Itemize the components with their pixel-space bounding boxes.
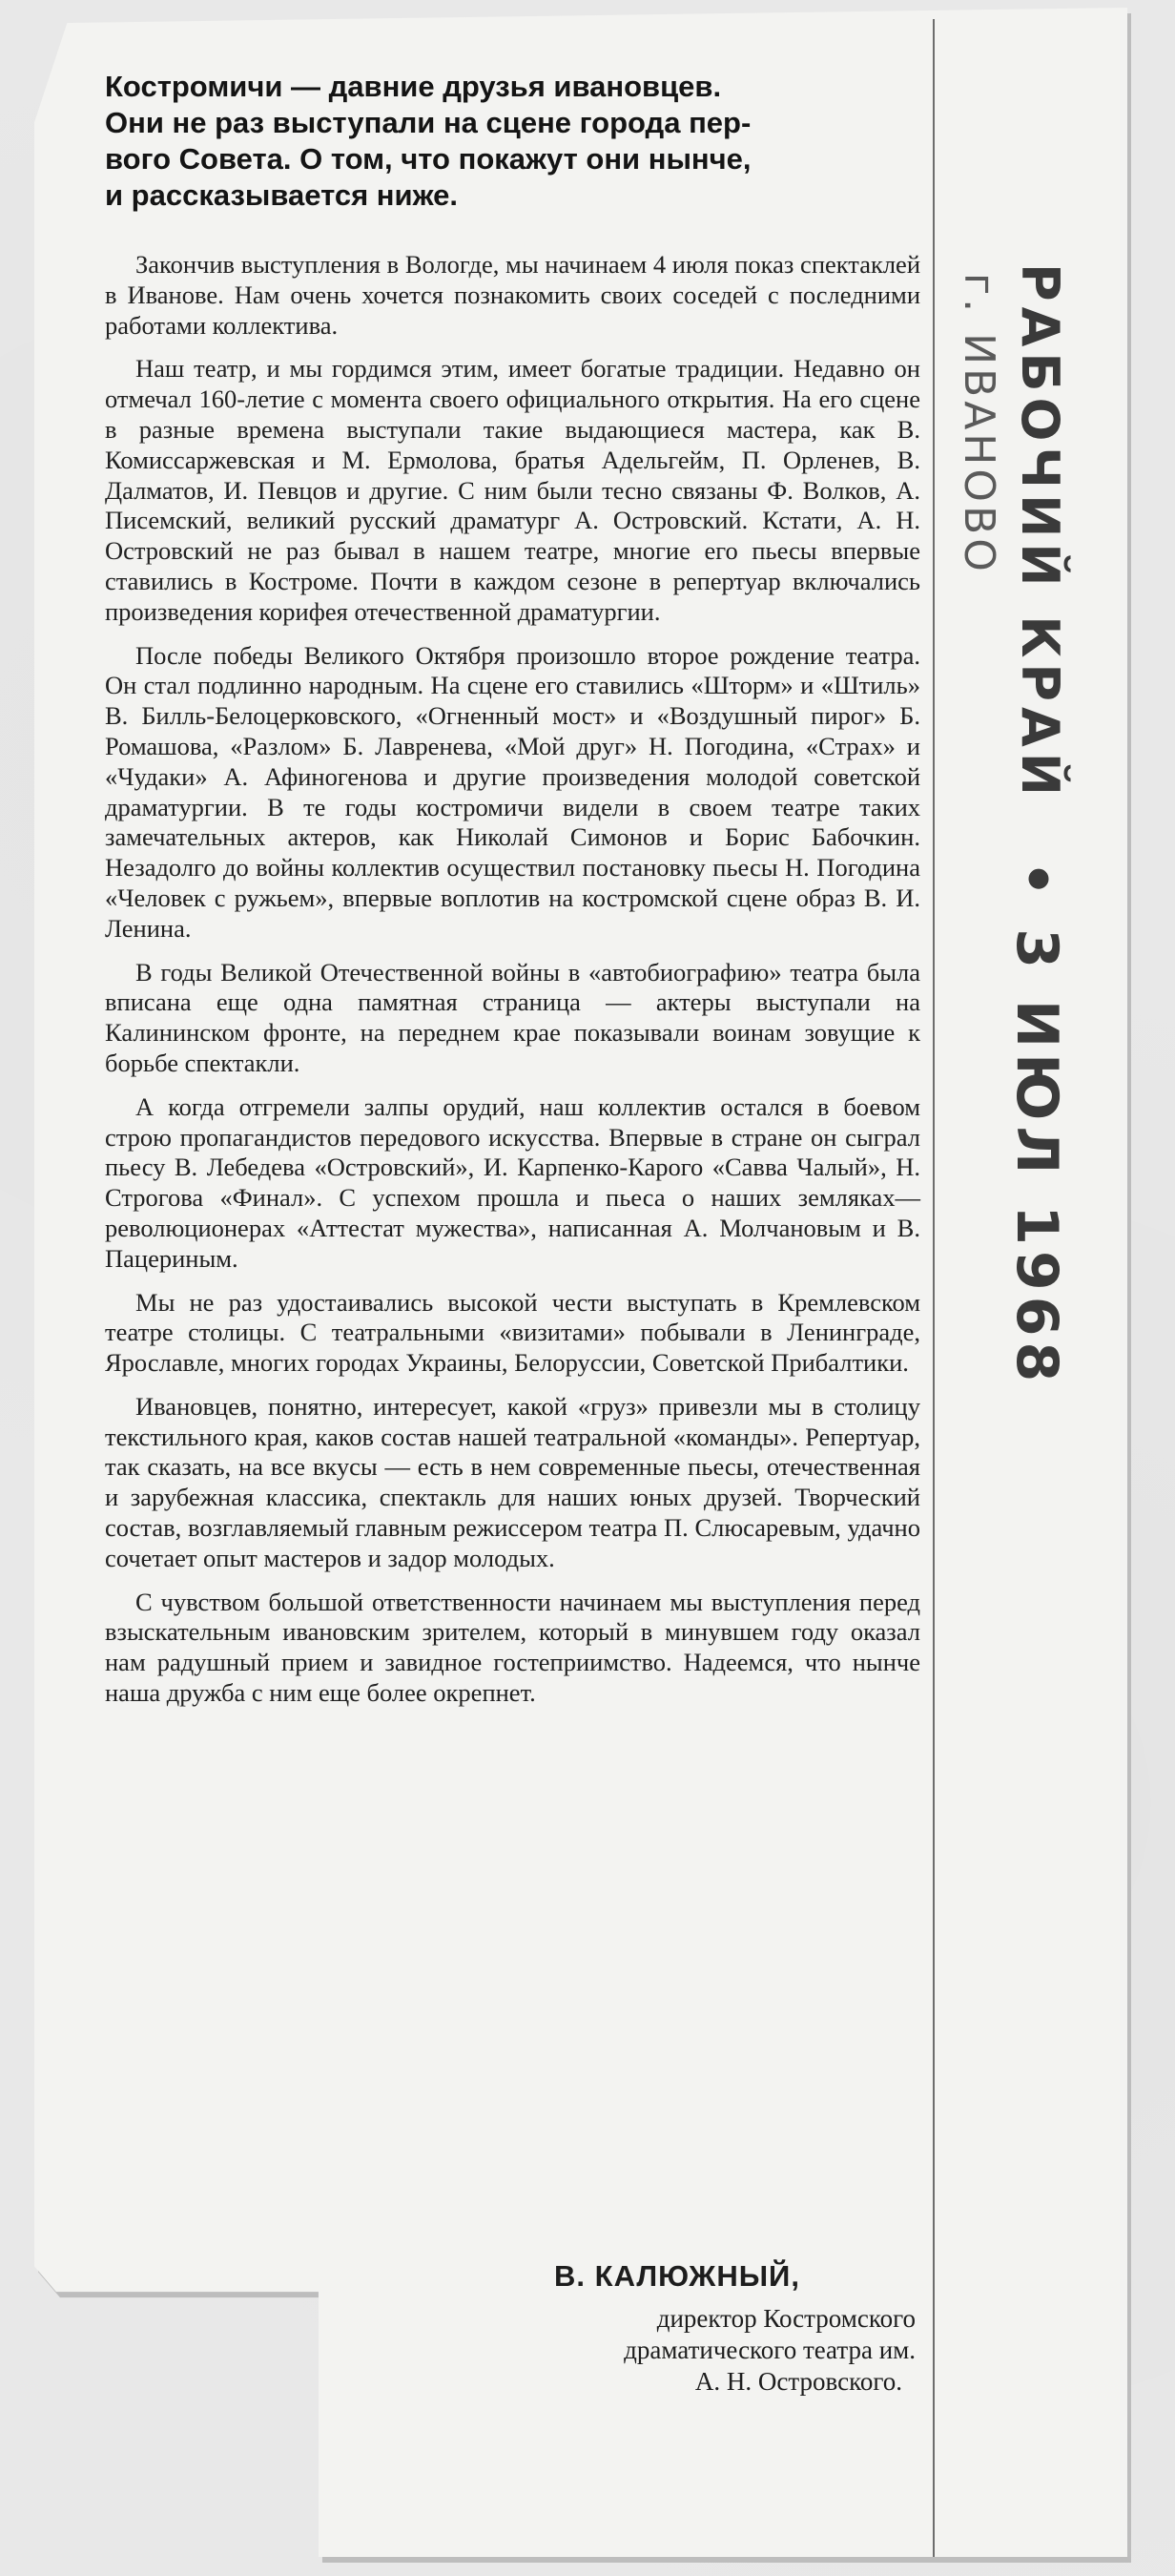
headline-line: и рассказывается ниже. [105, 178, 458, 212]
author-signature [401, 2259, 916, 2398]
paragraph: В годы Великой Отечественной войны в «автобиографию» театра была вписана еще одна памятная страница — актеры выступали на Калининском фронте, на переднем крае показывали воинам зовущие к борьбе спектакли. [105, 957, 920, 1077]
paragraph: А когда отгремели залпы орудий, наш коллектив остался в боевом строю пропагандистов передового искусства. Впервые в стране он сыграл пьесу В. Лебедева «Островский», И. Карпенко-Карого «Савва Чалый», Н. Строгова «Финал». С успехом прошла и пьеса о наших земляках—революционерах «Аттестат мужества», написанная А. Молчановым и В. Пацериным. [105, 1091, 920, 1273]
paragraph: С чувством большой ответственности начинаем мы выступления перед взыскательным ивановским зрителем, который в минувшем году оказал нам радушный прием и завидное гостеприимство. Надеемся, что нынче наша дружба с ним еще более окрепнет. [105, 1587, 920, 1708]
article [105, 69, 920, 1722]
column-rule [933, 19, 935, 2557]
paragraph: Наш театр, и мы гордимся этим, имеет богатые традиции. Недавно он отмечал 160-летие с момента своего официального открытия. На его сцене в разные времена выступали такие выдающиеся мастера, как В. Комиссаржевская и М. Ермолова, братья Адельгейм, П. Орленев, В. Далматов, И. Певцов и другие. С ним были тесно связаны Ф. Волков, А. Писемский, великий русский драматург А. Островский. Кстати, А. Н. Островский не раз бывал в нашем театре, многие его пьесы впервые ставились в Костроме. Почти в каждом сезоне в репертуар включались произведения корифея отечественной драматургии. [105, 354, 920, 626]
author-title: А. Н. Островского. [694, 2367, 902, 2396]
stamp-city: г. ИВАНОВО [955, 273, 1003, 575]
author-title: директор Костромского [656, 2304, 916, 2333]
paragraph: Ивановцев, понятно, интересует, какой «груз» привезли мы в столицу текстильного края, каков состав нашей театральной «команды». Репертуар, так сказать, на все вкусы — есть в нем современные пьесы, отечественная и зарубежная классика, спектакль для наших юных друзей. Творческий состав, возглавляемый главным режиссером театра П. Слюсаревым, удачно сочетает опыт мастеров и задор молодых. [105, 1391, 920, 1572]
article-headline [105, 69, 920, 214]
stamp-newspaper-name: РАБОЧИЙ КРАЙ [1010, 263, 1070, 801]
headline-line: вого Совета. О том, что покажут они нынче, [105, 142, 752, 176]
article-body [105, 250, 920, 1709]
headline-line: Они не раз выступали на сцене города пер- [105, 106, 752, 139]
paragraph: После победы Великого Октября произошло второе рождение театра. Он стал подлинно народным. На сцене его ставились «Шторм» и «Штиль» В. Билль-Белоцерковского, «Огненный мост» и «Воздушный пирог» Б. Ромашова, «Разлом» Б. Лавренева, «Мой друг» Н. Погодина, «Страх» и «Чудаки» А. Афиногенова и другие произведения молодой советской драматургии. В те годы костромичи видели в своем театре таких замечательных актеров, как Николай Симонов и Борис Бабочкин. Незадолго до войны коллектив осуществил постановку пьесы Н. Погодина «Человек с ружьем», впервые воплотив на костромской сцене образ В. И. Ленина. [105, 640, 920, 943]
paragraph: Закончив выступления в Вологде, мы начинаем 4 июля показ спектаклей в Иванове. Нам очень хочется познакомить своих соседей с последними работами коллектива. [105, 250, 920, 340]
headline-line: Костромичи — давние друзья ивановцев. [105, 70, 722, 103]
stamp-date: • 3 ИЮЛ 1968 [1003, 861, 1070, 1388]
paragraph: Мы не раз удостаивались высокой чести выступать в Кремлевском театре столицы. С театральными «визитами» побывали в Ленинграде, Ярославле, многих городах Украины, Белоруссии, Советской Прибалтики. [105, 1287, 920, 1378]
author-title: драматического театра им. [624, 2336, 916, 2364]
author-name: В. КАЛЮЖНЫЙ, [554, 2259, 800, 2293]
